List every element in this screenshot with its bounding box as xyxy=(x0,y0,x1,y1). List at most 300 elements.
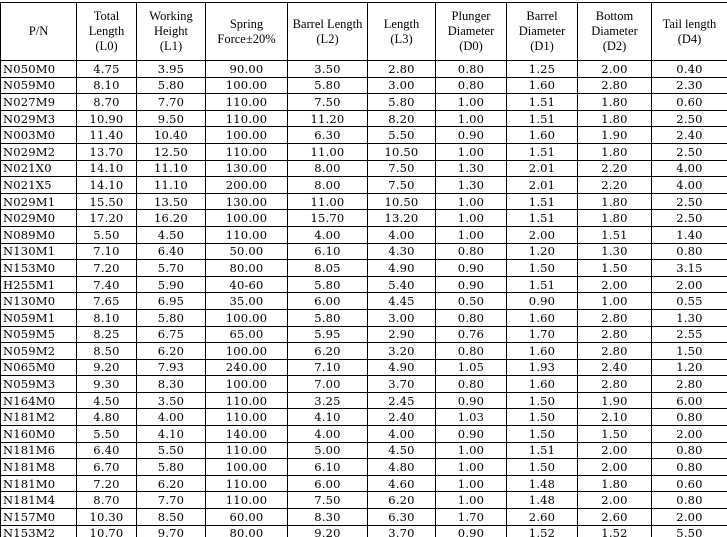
table-row xyxy=(1,94,727,111)
value-cell: 8.05 xyxy=(288,260,368,277)
value-cell: 2.00 xyxy=(578,61,652,78)
value-cell: 5.50 xyxy=(652,525,727,537)
value-cell: 65.00 xyxy=(206,326,288,343)
table-body xyxy=(1,61,727,537)
column-header-line: Barrel Length xyxy=(292,16,363,31)
value-cell: 1.30 xyxy=(436,160,507,177)
value-cell: 2.50 xyxy=(652,143,727,160)
value-cell: 4.60 xyxy=(368,475,436,492)
value-cell: 7.93 xyxy=(137,359,206,376)
value-cell: 11.10 xyxy=(137,160,206,177)
value-cell: 6.20 xyxy=(137,475,206,492)
value-cell: 4.10 xyxy=(288,409,368,426)
value-cell: 1.03 xyxy=(436,409,507,426)
value-cell: 9.30 xyxy=(77,376,137,393)
column-header xyxy=(206,3,288,61)
part-number-cell: N153M2 xyxy=(1,525,77,537)
value-cell: 1.00 xyxy=(436,442,507,459)
value-cell: 1.00 xyxy=(436,210,507,227)
value-cell: 7.10 xyxy=(288,359,368,376)
value-cell: 4.90 xyxy=(368,260,436,277)
value-cell: 4.50 xyxy=(137,226,206,243)
value-cell: 7.00 xyxy=(288,376,368,393)
value-cell: 6.70 xyxy=(77,459,137,476)
value-cell: 0.90 xyxy=(436,392,507,409)
value-cell: 3.50 xyxy=(288,61,368,78)
value-cell: 2.01 xyxy=(507,177,578,194)
value-cell: 5.80 xyxy=(288,77,368,94)
value-cell: 100.00 xyxy=(206,343,288,360)
value-cell: 7.50 xyxy=(368,160,436,177)
value-cell: 2.20 xyxy=(578,177,652,194)
value-cell: 3.70 xyxy=(368,376,436,393)
value-cell: 4.90 xyxy=(368,359,436,376)
value-cell: 90.00 xyxy=(206,61,288,78)
value-cell: 11.10 xyxy=(137,177,206,194)
value-cell: 1.51 xyxy=(507,193,578,210)
value-cell: 5.50 xyxy=(77,426,137,443)
value-cell: 1.30 xyxy=(578,243,652,260)
part-number-cell: N130M1 xyxy=(1,243,77,260)
part-number-cell: N160M0 xyxy=(1,426,77,443)
value-cell: 1.20 xyxy=(652,359,727,376)
value-cell: 1.50 xyxy=(578,260,652,277)
value-cell: 2.60 xyxy=(578,509,652,526)
value-cell: 1.50 xyxy=(507,459,578,476)
value-cell: 1.51 xyxy=(507,143,578,160)
value-cell: 1.60 xyxy=(507,127,578,144)
value-cell: 7.70 xyxy=(137,94,206,111)
value-cell: 4.00 xyxy=(368,426,436,443)
table-row xyxy=(1,177,727,194)
value-cell: 1.93 xyxy=(507,359,578,376)
value-cell: 6.20 xyxy=(288,343,368,360)
value-cell: 0.80 xyxy=(652,409,727,426)
value-cell: 2.90 xyxy=(368,326,436,343)
value-cell: 10.90 xyxy=(77,110,137,127)
value-cell: 4.00 xyxy=(288,226,368,243)
value-cell: 1.80 xyxy=(578,110,652,127)
column-header-line: Force±20% xyxy=(217,31,276,46)
value-cell: 0.90 xyxy=(436,127,507,144)
part-number-cell: N021X5 xyxy=(1,177,77,194)
part-number-cell: N164M0 xyxy=(1,392,77,409)
value-cell: 1.51 xyxy=(507,276,578,293)
value-cell: 1.80 xyxy=(578,143,652,160)
value-cell: 1.50 xyxy=(507,409,578,426)
value-cell: 0.55 xyxy=(652,293,727,310)
value-cell: 100.00 xyxy=(206,127,288,144)
value-cell: 2.50 xyxy=(652,210,727,227)
value-cell: 140.00 xyxy=(206,426,288,443)
value-cell: 2.80 xyxy=(578,376,652,393)
value-cell: 1.48 xyxy=(507,492,578,509)
value-cell: 6.30 xyxy=(288,127,368,144)
value-cell: 5.80 xyxy=(288,276,368,293)
value-cell: 10.30 xyxy=(77,509,137,526)
value-cell: 0.90 xyxy=(436,260,507,277)
value-cell: 6.10 xyxy=(288,459,368,476)
part-number-cell: N065M0 xyxy=(1,359,77,376)
value-cell: 1.00 xyxy=(436,94,507,111)
value-cell: 2.50 xyxy=(652,193,727,210)
value-cell: 1.20 xyxy=(507,243,578,260)
table-row xyxy=(1,61,727,78)
value-cell: 4.80 xyxy=(368,459,436,476)
column-header xyxy=(77,3,137,61)
value-cell: 1.60 xyxy=(507,343,578,360)
value-cell: 6.20 xyxy=(368,492,436,509)
part-number-cell: N181M2 xyxy=(1,409,77,426)
value-cell: 4.50 xyxy=(77,392,137,409)
value-cell: 0.80 xyxy=(436,376,507,393)
table-row xyxy=(1,442,727,459)
value-cell: 4.00 xyxy=(288,426,368,443)
value-cell: 7.70 xyxy=(137,492,206,509)
value-cell: 130.00 xyxy=(206,160,288,177)
value-cell: 2.80 xyxy=(578,309,652,326)
value-cell: 80.00 xyxy=(206,260,288,277)
value-cell: 5.50 xyxy=(77,226,137,243)
part-number-cell: N157M0 xyxy=(1,509,77,526)
value-cell: 1.60 xyxy=(507,309,578,326)
value-cell: 9.50 xyxy=(137,110,206,127)
table-row xyxy=(1,392,727,409)
value-cell: 12.50 xyxy=(137,143,206,160)
value-cell: 1.00 xyxy=(436,459,507,476)
value-cell: 4.00 xyxy=(652,160,727,177)
value-cell: 2.00 xyxy=(578,459,652,476)
table-row xyxy=(1,293,727,310)
table-row xyxy=(1,459,727,476)
column-header-line: (L0) xyxy=(95,39,118,53)
value-cell: 5.80 xyxy=(137,459,206,476)
value-cell: 110.00 xyxy=(206,442,288,459)
value-cell: 3.70 xyxy=(368,525,436,537)
value-cell: 2.00 xyxy=(652,276,727,293)
value-cell: 2.20 xyxy=(578,160,652,177)
value-cell: 4.10 xyxy=(137,426,206,443)
value-cell: 17.20 xyxy=(77,210,137,227)
value-cell: 1.52 xyxy=(507,525,578,537)
value-cell: 13.50 xyxy=(137,193,206,210)
value-cell: 2.40 xyxy=(578,359,652,376)
value-cell: 2.55 xyxy=(652,326,727,343)
value-cell: 7.50 xyxy=(368,177,436,194)
part-number-cell: N059M2 xyxy=(1,343,77,360)
value-cell: 1.50 xyxy=(652,343,727,360)
value-cell: 4.00 xyxy=(137,409,206,426)
value-cell: 110.00 xyxy=(206,110,288,127)
value-cell: 5.80 xyxy=(137,309,206,326)
table-row xyxy=(1,110,727,127)
probe-spec-table xyxy=(0,2,727,537)
value-cell: 1.00 xyxy=(436,193,507,210)
value-cell: 7.40 xyxy=(77,276,137,293)
value-cell: 3.20 xyxy=(368,343,436,360)
value-cell: 1.00 xyxy=(436,110,507,127)
table-row xyxy=(1,343,727,360)
value-cell: 9.20 xyxy=(288,525,368,537)
column-header-line: (L2) xyxy=(316,31,339,46)
value-cell: 50.00 xyxy=(206,243,288,260)
part-number-cell: N029M3 xyxy=(1,110,77,127)
value-cell: 3.95 xyxy=(137,61,206,78)
table-row xyxy=(1,260,727,277)
value-cell: 10.50 xyxy=(368,193,436,210)
value-cell: 5.40 xyxy=(368,276,436,293)
value-cell: 13.20 xyxy=(368,210,436,227)
value-cell: 15.70 xyxy=(288,210,368,227)
value-cell: 2.80 xyxy=(578,326,652,343)
value-cell: 0.60 xyxy=(652,475,727,492)
value-cell: 1.51 xyxy=(507,94,578,111)
column-header-line: Plunger xyxy=(451,9,491,23)
value-cell: 2.60 xyxy=(507,509,578,526)
value-cell: 5.95 xyxy=(288,326,368,343)
value-cell: 5.00 xyxy=(288,442,368,459)
value-cell: 110.00 xyxy=(206,492,288,509)
value-cell: 11.40 xyxy=(77,127,137,144)
value-cell: 110.00 xyxy=(206,392,288,409)
value-cell: 10.70 xyxy=(77,525,137,537)
value-cell: 4.50 xyxy=(368,442,436,459)
column-header-line: (D1) xyxy=(530,39,554,53)
column-header xyxy=(137,3,206,61)
value-cell: 5.80 xyxy=(288,309,368,326)
column-header-line: Length xyxy=(383,16,420,31)
value-cell: 1.51 xyxy=(507,210,578,227)
value-cell: 7.20 xyxy=(77,475,137,492)
table-row xyxy=(1,210,727,227)
value-cell: 0.80 xyxy=(436,61,507,78)
value-cell: 0.80 xyxy=(652,492,727,509)
value-cell: 1.51 xyxy=(507,442,578,459)
value-cell: 2.30 xyxy=(652,77,727,94)
value-cell: 6.30 xyxy=(368,509,436,526)
value-cell: 1.80 xyxy=(578,193,652,210)
value-cell: 110.00 xyxy=(206,475,288,492)
value-cell: 8.70 xyxy=(77,492,137,509)
value-cell: 8.50 xyxy=(137,509,206,526)
value-cell: 0.80 xyxy=(436,343,507,360)
value-cell: 2.45 xyxy=(368,392,436,409)
value-cell: 1.52 xyxy=(578,525,652,537)
value-cell: 8.25 xyxy=(77,326,137,343)
value-cell: 0.50 xyxy=(436,293,507,310)
value-cell: 4.80 xyxy=(77,409,137,426)
value-cell: 1.51 xyxy=(507,110,578,127)
column-header-line: Tail length xyxy=(662,16,717,31)
value-cell: 11.20 xyxy=(288,110,368,127)
column-header-line: Spring xyxy=(229,16,264,31)
part-number-cell: N059M0 xyxy=(1,77,77,94)
value-cell: 8.20 xyxy=(368,110,436,127)
value-cell: 110.00 xyxy=(206,409,288,426)
column-header-line: (D4) xyxy=(677,31,702,46)
column-header-line: Length xyxy=(88,24,125,38)
value-cell: 2.80 xyxy=(652,376,727,393)
value-cell: 16.20 xyxy=(137,210,206,227)
part-number-cell: N181M0 xyxy=(1,475,77,492)
value-cell: 2.10 xyxy=(578,409,652,426)
value-cell: 1.80 xyxy=(578,475,652,492)
value-cell: 1.00 xyxy=(436,475,507,492)
value-cell: 0.80 xyxy=(652,459,727,476)
value-cell: 200.00 xyxy=(206,177,288,194)
value-cell: 10.50 xyxy=(368,143,436,160)
value-cell: 1.50 xyxy=(507,426,578,443)
value-cell: 6.00 xyxy=(288,475,368,492)
column-header-line: Diameter xyxy=(591,24,638,38)
part-number-cell: N153M0 xyxy=(1,260,77,277)
value-cell: 7.50 xyxy=(288,492,368,509)
value-cell: 100.00 xyxy=(206,77,288,94)
value-cell: 6.00 xyxy=(652,392,727,409)
value-cell: 8.70 xyxy=(77,94,137,111)
part-number-cell: H255M1 xyxy=(1,276,77,293)
value-cell: 0.60 xyxy=(652,94,727,111)
value-cell: 2.40 xyxy=(368,409,436,426)
value-cell: 9.70 xyxy=(137,525,206,537)
value-cell: 3.00 xyxy=(368,309,436,326)
value-cell: 8.10 xyxy=(77,309,137,326)
value-cell: 3.00 xyxy=(368,77,436,94)
value-cell: 4.00 xyxy=(368,226,436,243)
value-cell: 240.00 xyxy=(206,359,288,376)
value-cell: 0.90 xyxy=(436,276,507,293)
value-cell: 2.00 xyxy=(507,226,578,243)
column-header-line: P/N xyxy=(28,24,49,38)
part-number-cell: N021X0 xyxy=(1,160,77,177)
value-cell: 6.40 xyxy=(137,243,206,260)
column-header-line: Total xyxy=(93,9,120,23)
part-number-cell: N181M8 xyxy=(1,459,77,476)
value-cell: 1.50 xyxy=(507,260,578,277)
value-cell: 100.00 xyxy=(206,210,288,227)
value-cell: 1.70 xyxy=(507,326,578,343)
value-cell: 1.51 xyxy=(578,226,652,243)
part-number-cell: N003M0 xyxy=(1,127,77,144)
value-cell: 1.70 xyxy=(436,509,507,526)
value-cell: 2.00 xyxy=(652,509,727,526)
value-cell: 40-60 xyxy=(206,276,288,293)
column-header xyxy=(652,3,727,61)
column-header-line: (L3) xyxy=(390,31,413,46)
value-cell: 2.01 xyxy=(507,160,578,177)
column-header-line: (L1) xyxy=(159,39,183,53)
table-row xyxy=(1,525,727,537)
value-cell: 4.00 xyxy=(652,177,727,194)
column-header xyxy=(436,3,507,61)
value-cell: 1.90 xyxy=(578,127,652,144)
table-row xyxy=(1,276,727,293)
value-cell: 1.30 xyxy=(436,177,507,194)
column-header-line: Height xyxy=(153,24,189,38)
value-cell: 3.15 xyxy=(652,260,727,277)
table-row xyxy=(1,226,727,243)
value-cell: 1.25 xyxy=(507,61,578,78)
value-cell: 1.90 xyxy=(578,392,652,409)
value-cell: 13.70 xyxy=(77,143,137,160)
table-row xyxy=(1,309,727,326)
table-row xyxy=(1,127,727,144)
value-cell: 5.50 xyxy=(368,127,436,144)
value-cell: 5.70 xyxy=(137,260,206,277)
value-cell: 0.80 xyxy=(436,309,507,326)
value-cell: 0.80 xyxy=(436,243,507,260)
value-cell: 5.90 xyxy=(137,276,206,293)
value-cell: 8.50 xyxy=(77,343,137,360)
value-cell: 3.25 xyxy=(288,392,368,409)
column-header-line: Working xyxy=(149,9,193,23)
value-cell: 0.76 xyxy=(436,326,507,343)
value-cell: 8.10 xyxy=(77,77,137,94)
value-cell: 110.00 xyxy=(206,143,288,160)
value-cell: 1.80 xyxy=(578,210,652,227)
table-row xyxy=(1,243,727,260)
value-cell: 11.00 xyxy=(288,143,368,160)
value-cell: 6.75 xyxy=(137,326,206,343)
part-number-cell: N181M4 xyxy=(1,492,77,509)
part-number-cell: N130M0 xyxy=(1,293,77,310)
header-row xyxy=(1,3,727,61)
value-cell: 1.00 xyxy=(436,226,507,243)
value-cell: 5.80 xyxy=(137,77,206,94)
value-cell: 9.20 xyxy=(77,359,137,376)
value-cell: 2.00 xyxy=(578,276,652,293)
value-cell: 100.00 xyxy=(206,309,288,326)
column-header xyxy=(1,3,77,61)
value-cell: 4.75 xyxy=(77,61,137,78)
table-row xyxy=(1,509,727,526)
value-cell: 6.10 xyxy=(288,243,368,260)
column-header-line: Diameter xyxy=(518,24,566,38)
part-number-cell: N059M3 xyxy=(1,376,77,393)
value-cell: 1.40 xyxy=(652,226,727,243)
value-cell: 1.50 xyxy=(507,392,578,409)
value-cell: 80.00 xyxy=(206,525,288,537)
value-cell: 2.80 xyxy=(578,343,652,360)
part-number-cell: N050M0 xyxy=(1,61,77,78)
column-header xyxy=(288,3,368,61)
value-cell: 1.05 xyxy=(436,359,507,376)
value-cell: 7.20 xyxy=(77,260,137,277)
part-number-cell: N029M2 xyxy=(1,143,77,160)
value-cell: 4.45 xyxy=(368,293,436,310)
table-row xyxy=(1,376,727,393)
value-cell: 6.00 xyxy=(288,293,368,310)
value-cell: 8.00 xyxy=(288,160,368,177)
value-cell: 7.50 xyxy=(288,94,368,111)
part-number-cell: N029M0 xyxy=(1,210,77,227)
table-row xyxy=(1,492,727,509)
column-header xyxy=(507,3,578,61)
column-header-line: Bottom xyxy=(595,9,634,23)
table-row xyxy=(1,193,727,210)
value-cell: 1.48 xyxy=(507,475,578,492)
value-cell: 2.00 xyxy=(652,426,727,443)
value-cell: 14.10 xyxy=(77,177,137,194)
value-cell: 1.00 xyxy=(436,492,507,509)
column-header-line: Barrel xyxy=(526,9,558,23)
value-cell: 10.40 xyxy=(137,127,206,144)
value-cell: 1.00 xyxy=(436,143,507,160)
value-cell: 6.40 xyxy=(77,442,137,459)
table-row xyxy=(1,359,727,376)
table-container xyxy=(0,2,727,537)
part-number-cell: N029M1 xyxy=(1,193,77,210)
